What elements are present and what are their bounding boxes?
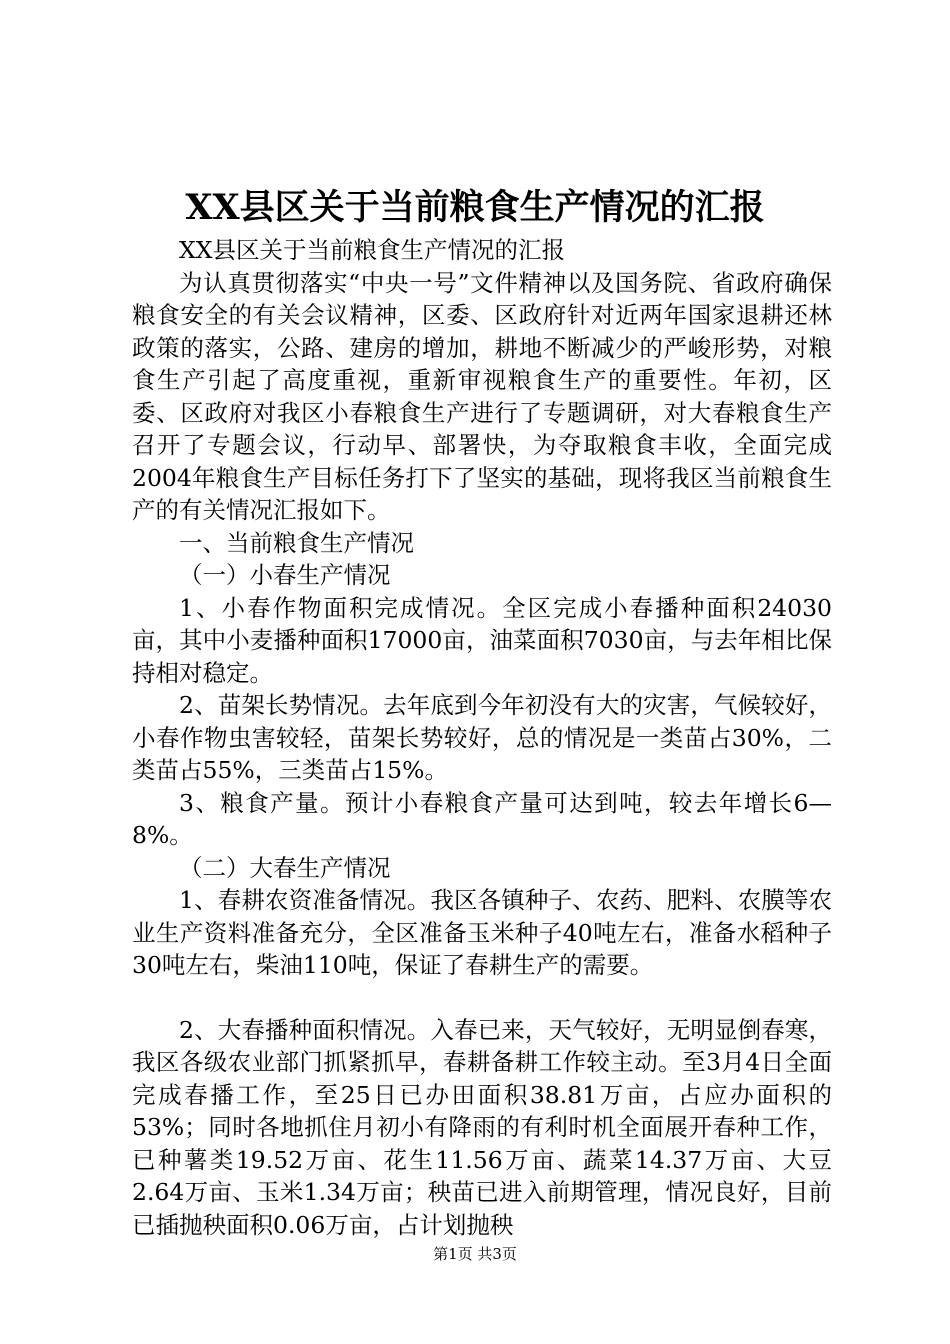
paragraph-seedling-growth: 2、苗架长势情况。去年底到今年初没有大的灾害，气候较好，小春作物虫害较轻，苗架长势较好，总的情况是一类苗占30%，二类苗占55%，三类苗占15%。 — [132, 691, 832, 784]
document-body — [132, 234, 832, 1241]
page-footer: 第1页 共3页 — [433, 1245, 517, 1263]
paragraph-farm-supplies: 1、春耕农资准备情况。我区各镇种子、农药、肥料、农膜等农业生产资料准备充分，全区准备玉米种子40吨左右，准备水稻种子30吨左右，柴油110吨，保证了春耕生产的需要。 — [132, 886, 832, 979]
paragraph-sowing-area: 2、大春播种面积情况。入春已来，天气较好，无明显倒春寒，我区各级农业部门抓紧抓早，春耕备耕工作较主动。至3月4日全面完成春播工作，至25日已办田面积38.81万亩，占应办面积的53%；同时各地抓住月初小有降雨的有利时机全面展开春种工作，已种薯类19.52万亩、花生11.56万亩、蔬菜14.37万亩、大豆2.64万亩、玉米1.34万亩；秧苗已进入前期管理，情况良好，目前已插抛秧面积0.06万亩，占计划抛秧 — [132, 1015, 832, 1239]
subsection-heading-spring-major: （二）大春生产情况 — [179, 853, 391, 882]
paragraph-subtitle: XX县区关于当前粮食生产情况的汇报 — [179, 236, 565, 264]
section-heading-current-situation: 一、当前粮食生产情况 — [179, 528, 414, 557]
paragraph-intro: 为认真贯彻落实“中央一号”文件精神以及国务院、省政府确保粮食安全的有关会议精神，区委、区政府针对近两年国家退耕还林政策的落实，公路、建房的增加，耕地不断减少的严峻形势，对粮食生产引起了高度重视，重新审视粮食生产的重要性。年初，区委、区政府对我区小春粮食生产进行了专题调研，对大春粮食生产召开了专题会议，行动早、部署快，为夺取粮食丰收，全面完成2004年粮食生产目标任务打下了坚实的基础，现将我区当前粮食生产的有关情况汇报如下。 — [132, 268, 832, 524]
paragraph-grain-output: 3、粮食产量。预计小春粮食产量可达到吨，较去年增长6—8%。 — [132, 788, 832, 849]
paragraph-minor-area: 1、小春作物面积完成情况。全区完成小春播种面积24030亩，其中小麦播种面积17000亩，油菜面积7030亩，与去年相比保持相对稳定。 — [132, 593, 832, 687]
subsection-heading-spring-minor: （一）小春生产情况 — [179, 561, 391, 589]
document-title: XX县区关于当前粮食生产情况的汇报 — [185, 187, 765, 228]
